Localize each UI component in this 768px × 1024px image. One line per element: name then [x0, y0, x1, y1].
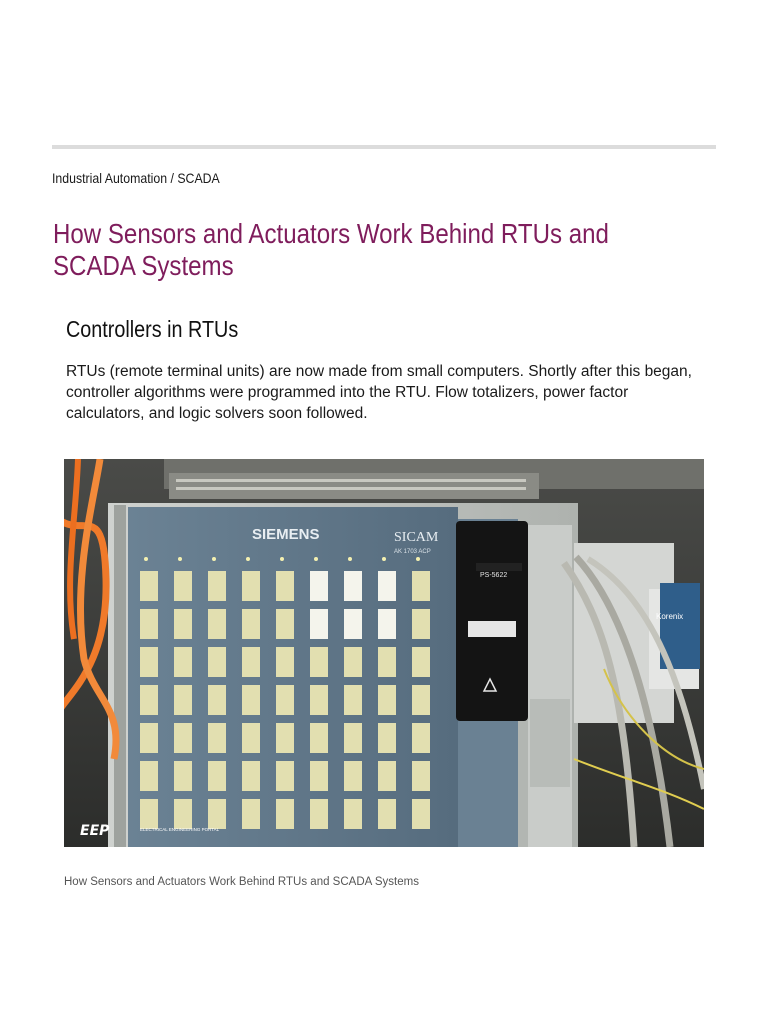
article-paragraph: RTUs (remote terminal units) are now made from small computers. Shortly after this began, controller algorithms were programmed into the RTU. Flow totalizers, power factor calculators, and logic solvers soon followed.: [66, 363, 692, 422]
eep-watermark-logo: EEP: [80, 823, 110, 839]
page-title: How Sensors and Actuators Work Behind RTUs and SCADA Systems: [53, 218, 609, 281]
korenix-label: Korenix: [656, 612, 684, 621]
sicam-label: SICAM: [394, 530, 439, 545]
siemens-logo: SIEMENS: [252, 526, 320, 543]
photo-caption: How Sensors and Actuators Work Behind RTUs and SCADA Systems: [64, 876, 419, 888]
eep-watermark-sub: ELECTRICAL ENGINEERING PORTAL: [140, 827, 220, 832]
model-label: AK 1703 ACP: [394, 549, 431, 555]
section-heading: Controllers in RTUs: [66, 316, 239, 342]
ps-module-label: PS-5622: [480, 572, 508, 579]
breadcrumb[interactable]: Industrial Automation / SCADA: [52, 170, 220, 186]
top-divider: [52, 145, 716, 149]
rtu-photo: [64, 459, 704, 847]
